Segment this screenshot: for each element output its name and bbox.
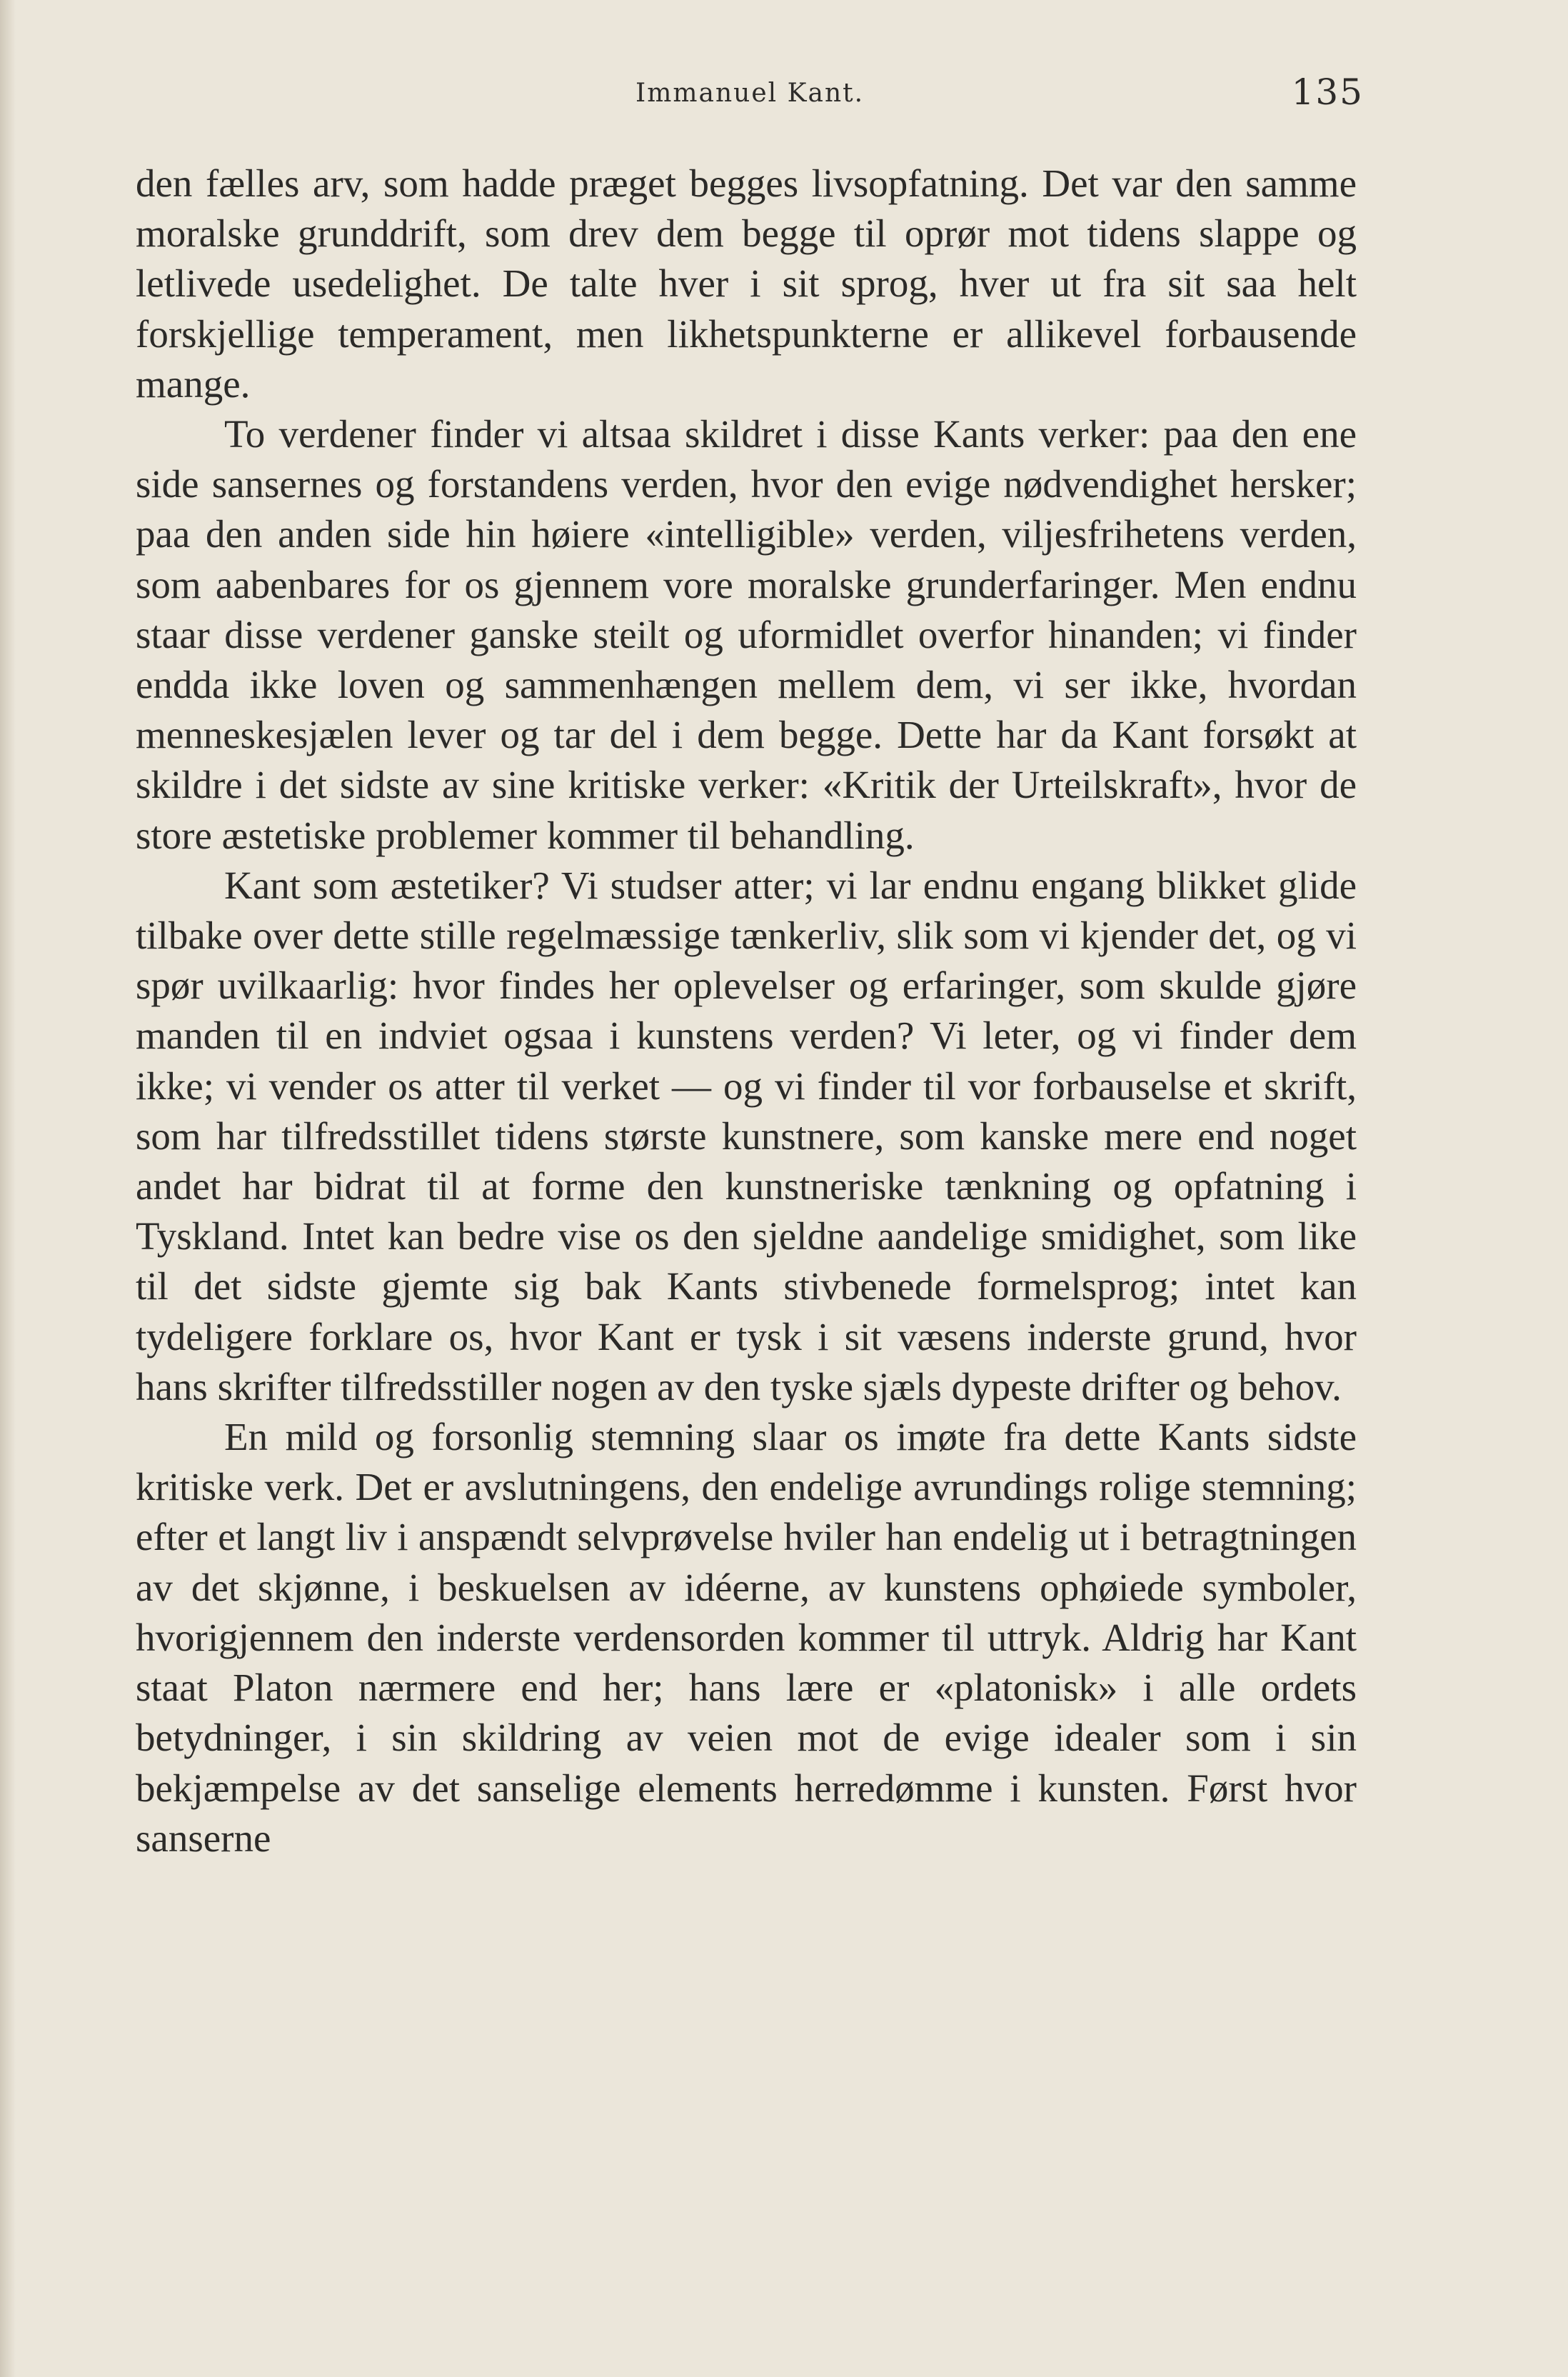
paragraph: To verdener finder vi altsaa skildret i disse Kants verker: paa den ene side sansernes og forstandens verden, hvor den evige nødvendighet hersker; paa den anden side hin høiere «intelligible» verden, viljesfrihetens verden, som aabenbares for os gjennem vore moralske grunderfaringer. Men endnu staar disse verdener ganske steilt og uformidlet overfor hinanden; vi finder endda ikke loven og sammenhængen mellem dem, vi ser ikke, hvordan menneskesjælen lever og tar del i dem begge. Dette har da Kant forsøkt at skildre i det sidste av sine kritiske verker: «Kritik der Urteilskraft», hvor de store æstetiske problemer kommer til behandling. bbox=[136, 412, 1357, 857]
paragraph: den fælles arv, som hadde præget begges livsopfatning. Det var den samme moralske grunddrift, som drev dem begge til oprør mot tidens slappe og letlivede usedelighet. De talte hver i sit sprog, hver ut fra sit saa helt forskjellige temperament, men likhetspunkterne er allikevel forbausende mange. bbox=[136, 161, 1357, 406]
page-header bbox=[136, 71, 1364, 129]
page-number: 135 bbox=[1291, 71, 1364, 113]
paragraph: En mild og forsonlig stemning slaar os imøte fra dette Kants sidste kritiske verk. Det er avslutningens, den endelige avrundings rolige stemning; efter et langt liv i anspændt selvprøvelse hviler han endelig ut i betragtningen av det skjønne, i beskuelsen av idéerne, av kunstens ophøiede symboler, hvorigjennem den inderste verdensorden kommer til uttryk. Aldrig har Kant staat Platon nærmere end her; hans lære er «platonisk» i alle ordets betydninger, i sin skildring av veien mot de evige idealer som i sin bekjæmpelse av det sanselige elements herredømme i kunsten. Først hvor sanserne bbox=[136, 1415, 1357, 1860]
running-head: Immanuel Kant. bbox=[635, 79, 865, 108]
paragraph: Kant som æstetiker? Vi studser atter; vi lar endnu engang blikket glide tilbake over dette stille regelmæssige tænkerliv, slik som vi kjender det, og vi spør uvilkaarlig: hvor findes her oplevelser og erfaringer, som skulde gjøre manden til en indviet ogsaa i kunstens verden? Vi leter, og vi finder dem ikke; vi vender os atter til verket — og vi finder til vor forbauselse et skrift, som har tilfredsstillet tidens største kunstnere, som kanske mere end noget andet har bidrat til at forme den kunstneriske tænkning og opfatning i Tyskland. Intet kan bedre vise os den sjeldne aandelige smidighet, som like til det sidste gjemte sig bak Kants stivbenede formelsprog; intet kan tydeligere forklare os, hvor Kant er tysk i sit væsens inderste grund, hvor hans skrifter tilfredsstiller nogen av den tyske sjæls dypeste drifter og behov. bbox=[136, 863, 1357, 1408]
page-binding-edge bbox=[0, 0, 16, 2377]
body-text bbox=[136, 159, 1357, 1863]
